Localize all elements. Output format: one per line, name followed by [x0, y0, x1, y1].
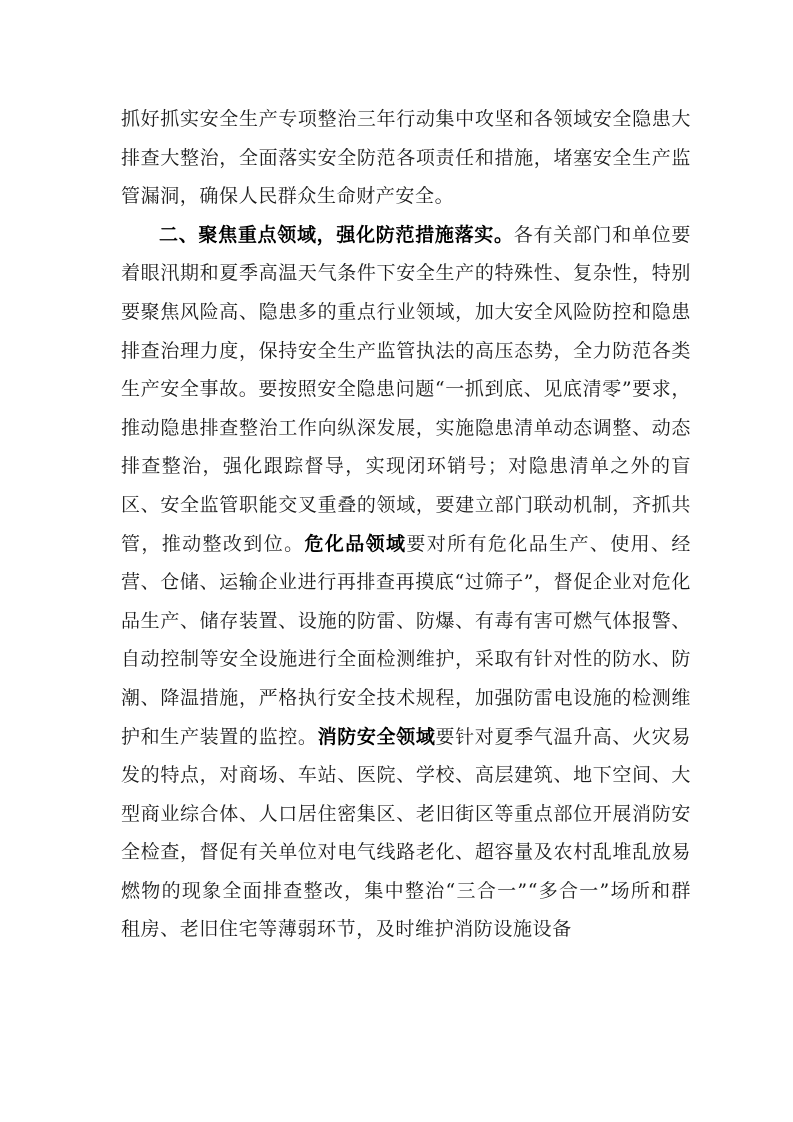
paragraph-text: 要针对夏季气温升高、火灾易发的特点，对商场、车站、医院、学校、高层建筑、地下空间、大型商业综合体、人口居住密集区、老旧街区等重点部位开展消防安全检查，督促有关单位对电气线路老化、超容量及农村乱堆乱放易燃物的现象全面排查整改，集中整治“三合一”“多合一”场所和群租房、老旧住宅等薄弱环节，及时维护消防设施设备 [121, 725, 691, 941]
paragraph-continuation [121, 100, 691, 216]
hazardous-chemicals-heading: 危化品领域 [304, 532, 407, 555]
section-heading: 二、聚焦重点领域，强化防范措施落实。 [159, 223, 514, 246]
paragraph-text: 抓好抓实安全生产专项整治三年行动集中攻坚和各领域安全隐患大排查大整治，全面落实安全防范各项责任和措施，堵塞安全生产监管漏洞，确保人民群众生命财产安全。 [121, 108, 691, 208]
paragraph-text: 要对所有危化品生产、使用、经营、仓储、运输企业进行再排查再摸底“过筛子”，督促企业对危化品生产、储存装置、设施的防雷、防爆、有毒有害可燃气体报警、自动控制等安全设施进行全面检测维护，采取有针对性的防水、防潮、降温措施，严格执行安全技术规程，加强防雷电设施的检测维护和生产装置的监控。 [121, 532, 691, 748]
fire-safety-heading: 消防安全领域 [317, 725, 436, 748]
paragraph-text: 各有关部门和单位要着眼汛期和夏季高温天气条件下安全生产的特殊性、复杂性，特别要聚焦风险高、隐患多的重点行业领域，加大安全风险防控和隐患排查治理力度，保持安全生产监管执法的高压态势，全力防范各类生产安全事故。要按照安全隐患问题“一抓到底、见底清零”要求，推动隐患排查整治工作向纵深发展，实施隐患清单动态调整、动态排查整治，强化跟踪督导，实现闭环销号；对隐患清单之外的盲区、安全监管职能交叉重叠的领域，要建立部门联动机制，齐抓共管，推动整改到位。 [121, 223, 691, 555]
document-body [121, 100, 691, 949]
paragraph-focus-key-areas [121, 216, 691, 949]
